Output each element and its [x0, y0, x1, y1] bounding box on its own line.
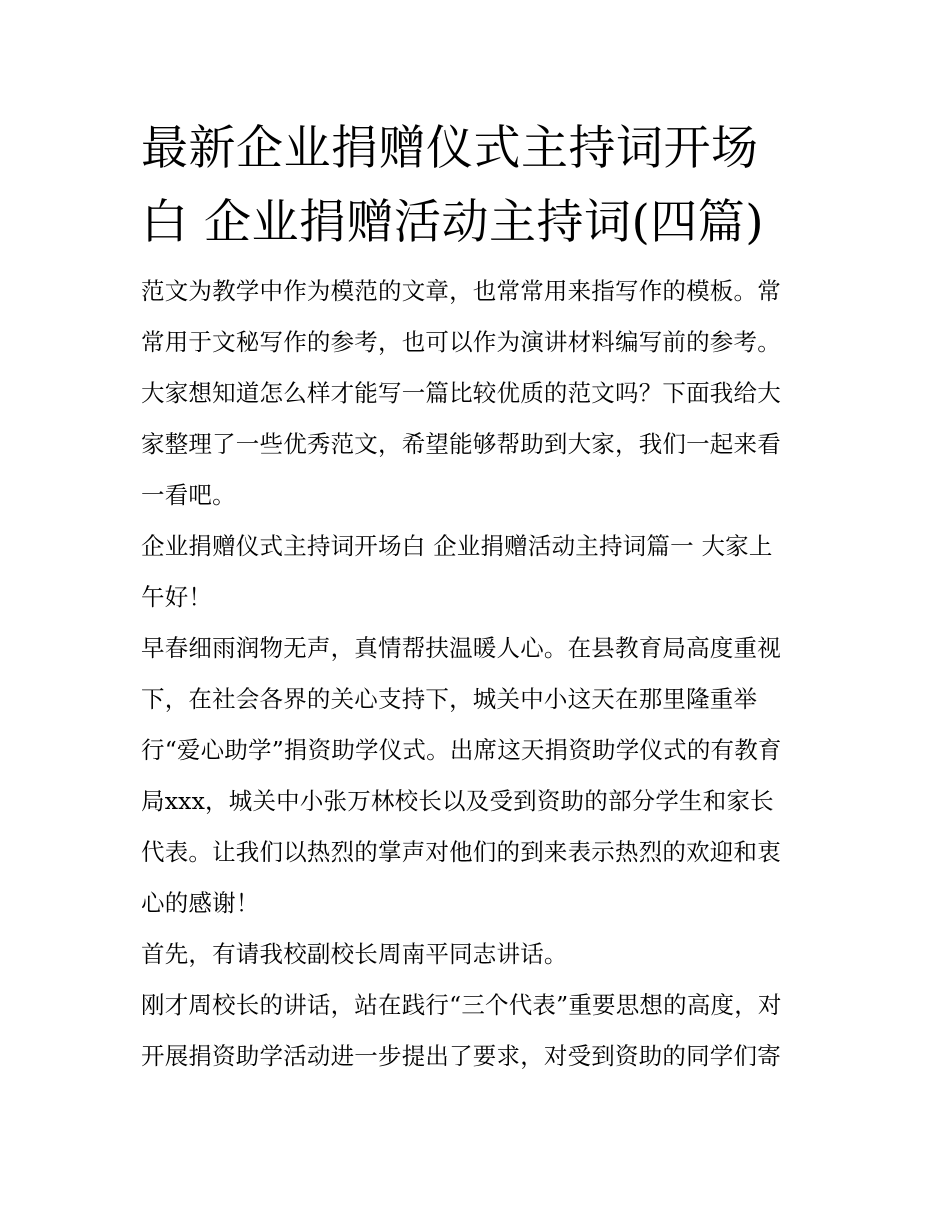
- body-line-14: 首先，有请我校副校长周南平同志讲话。: [141, 940, 568, 968]
- body-line-1: 范文为教学中作为模范的文章，也常常用来指写作的模板。常: [141, 277, 781, 305]
- body-line-5: 一看吧。: [141, 481, 236, 509]
- body-line-8: 早春细雨润物无声，真情帮扶温暖人心。在县教育局高度重视: [141, 634, 781, 662]
- body-line-13: 心的感谢！: [141, 889, 260, 917]
- body-line-12: 代表。让我们以热烈的掌声对他们的到来表示热烈的欢迎和衷: [141, 838, 781, 866]
- document-title: [141, 112, 813, 260]
- document-content: [141, 112, 813, 1082]
- title-line-1: 最新企业捐赠仪式主持词开场: [141, 121, 759, 176]
- body-line-3: 大家想知道怎么样才能写一篇比较优质的范文吗？下面我给大: [141, 379, 781, 407]
- title-line-2: 白 企业捐赠活动主持词(四篇): [141, 195, 765, 250]
- body-line-7: 午好！: [141, 583, 213, 611]
- document-body: [141, 266, 813, 1082]
- body-line-2: 常用于文秘写作的参考，也可以作为演讲材料编写前的参考。: [141, 328, 781, 356]
- body-line-9: 下，在社会各界的关心支持下，城关中小这天在那里隆重举: [141, 685, 758, 713]
- body-line-6: 企业捐赠仪式主持词开场白 企业捐赠活动主持词篇一 大家上: [141, 532, 773, 560]
- body-line-15: 刚才周校长的讲话，站在践行“三个代表”重要思想的高度，对: [141, 991, 782, 1019]
- body-line-4: 家整理了一些优秀范文，希望能够帮助到大家，我们一起来看: [141, 430, 781, 458]
- body-line-16: 开展捐资助学活动进一步提出了要求，对受到资助的同学们寄: [141, 1042, 781, 1070]
- body-line-10: 行“爱心助学”捐资助学仪式。出席这天捐资助学仪式的有教育: [141, 736, 782, 764]
- body-line-11: 局xxx，城关中小张万林校长以及受到资助的部分学生和家长: [141, 787, 774, 815]
